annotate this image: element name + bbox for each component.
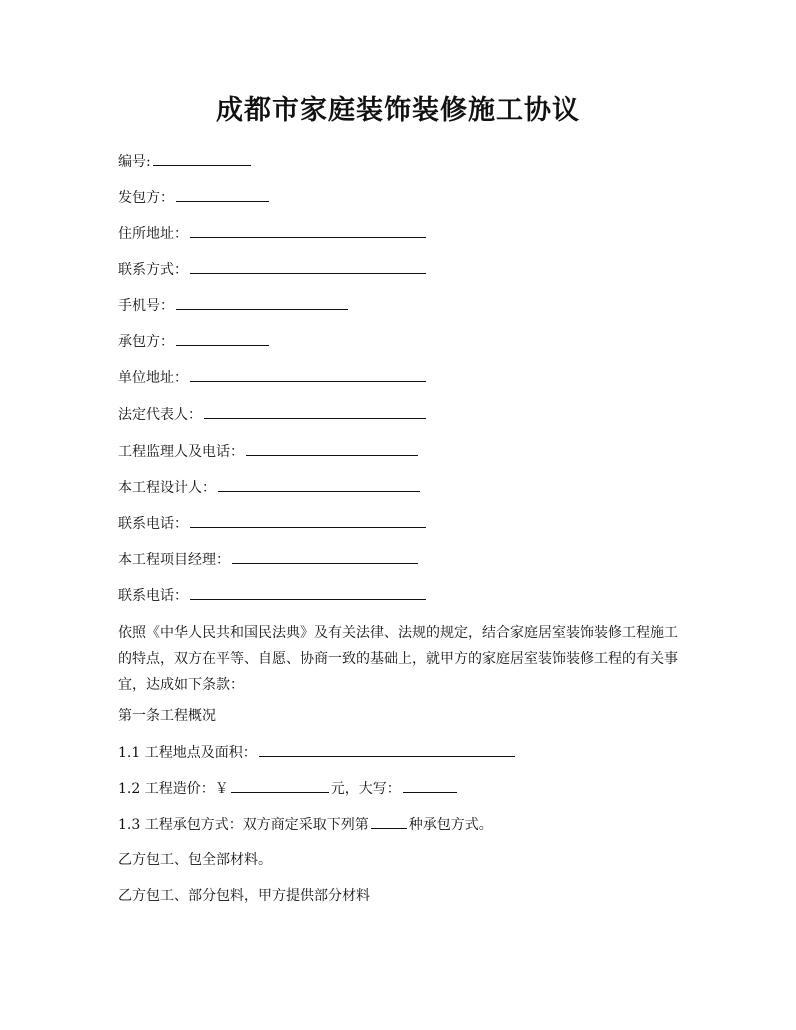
- field-label: 手机号：: [118, 298, 174, 314]
- blank-line: [231, 778, 329, 793]
- field-label: 本工程设计人：: [118, 480, 216, 496]
- blank-line: [246, 441, 418, 456]
- blank-line: [259, 742, 515, 757]
- field-label: 编号:: [118, 154, 151, 170]
- blank-line: [153, 151, 251, 166]
- blank-line: [190, 513, 426, 528]
- item-label: 1.2 工程造价：￥: [118, 781, 229, 797]
- item-suffix: 种承包方式。: [408, 817, 493, 833]
- blank-line: [371, 814, 407, 829]
- field-employer: [118, 187, 269, 208]
- field-label: 本工程项目经理：: [118, 552, 230, 568]
- field-legal-representative: [118, 404, 426, 425]
- blank-line: [190, 223, 426, 238]
- field-label: 联系电话：: [118, 516, 188, 532]
- blank-line: [218, 477, 420, 492]
- field-manager-phone: [118, 585, 426, 606]
- field-designer: [118, 477, 420, 498]
- item-label: 1.1 工程地点及面积：: [118, 745, 257, 761]
- field-label: 联系方式：: [118, 262, 188, 278]
- blank-line: [403, 778, 457, 793]
- field-label: 发包方：: [118, 190, 174, 206]
- option-1: 乙方包工、包全部材料。: [118, 852, 272, 868]
- field-designer-phone: [118, 513, 426, 534]
- field-contract-number: [118, 151, 251, 172]
- field-label: 住所地址：: [118, 226, 188, 242]
- blank-line: [176, 295, 348, 310]
- field-contractor: [118, 331, 269, 352]
- article-1-item-3: [118, 814, 493, 835]
- article-1-item-1: [118, 742, 515, 763]
- field-label: 单位地址：: [118, 370, 188, 386]
- field-label: 法定代表人：: [118, 407, 202, 423]
- field-company-address: [118, 367, 426, 388]
- field-label: 联系电话：: [118, 588, 188, 604]
- option-2: 乙方包工、部分包料，甲方提供部分材料: [118, 888, 370, 904]
- intro-paragraph: 依照《中华人民共和国民法典》及有关法律、法规的规定，结合家庭居室装饰装修工程施工的特点，双方在平等、自愿、协商一致的基础上，就甲方的家庭居室装饰装修工程的有关事宜，达成如下条款：: [118, 625, 678, 693]
- item-prefix: 1.3 工程承包方式：双方商定采取下列第: [118, 817, 369, 833]
- article-1-item-2: [118, 778, 457, 799]
- field-mobile: [118, 295, 348, 316]
- blank-line: [190, 259, 426, 274]
- field-label: 工程监理人及电话：: [118, 444, 244, 460]
- blank-line: [176, 331, 269, 346]
- blank-line: [204, 404, 426, 419]
- article-1-heading: 第一条工程概况: [118, 708, 216, 724]
- field-contact-method: [118, 259, 426, 280]
- item-unit: 元，大写：: [330, 781, 401, 797]
- blank-line: [176, 187, 269, 202]
- blank-line: [190, 367, 426, 382]
- field-supervisor: [118, 441, 418, 462]
- blank-line: [190, 585, 426, 600]
- field-project-manager: [118, 549, 418, 570]
- document-title: 成都市家庭装饰装修施工协议: [216, 95, 580, 126]
- blank-line: [232, 549, 418, 564]
- field-residence-address: [118, 223, 426, 244]
- field-label: 承包方：: [118, 334, 174, 350]
